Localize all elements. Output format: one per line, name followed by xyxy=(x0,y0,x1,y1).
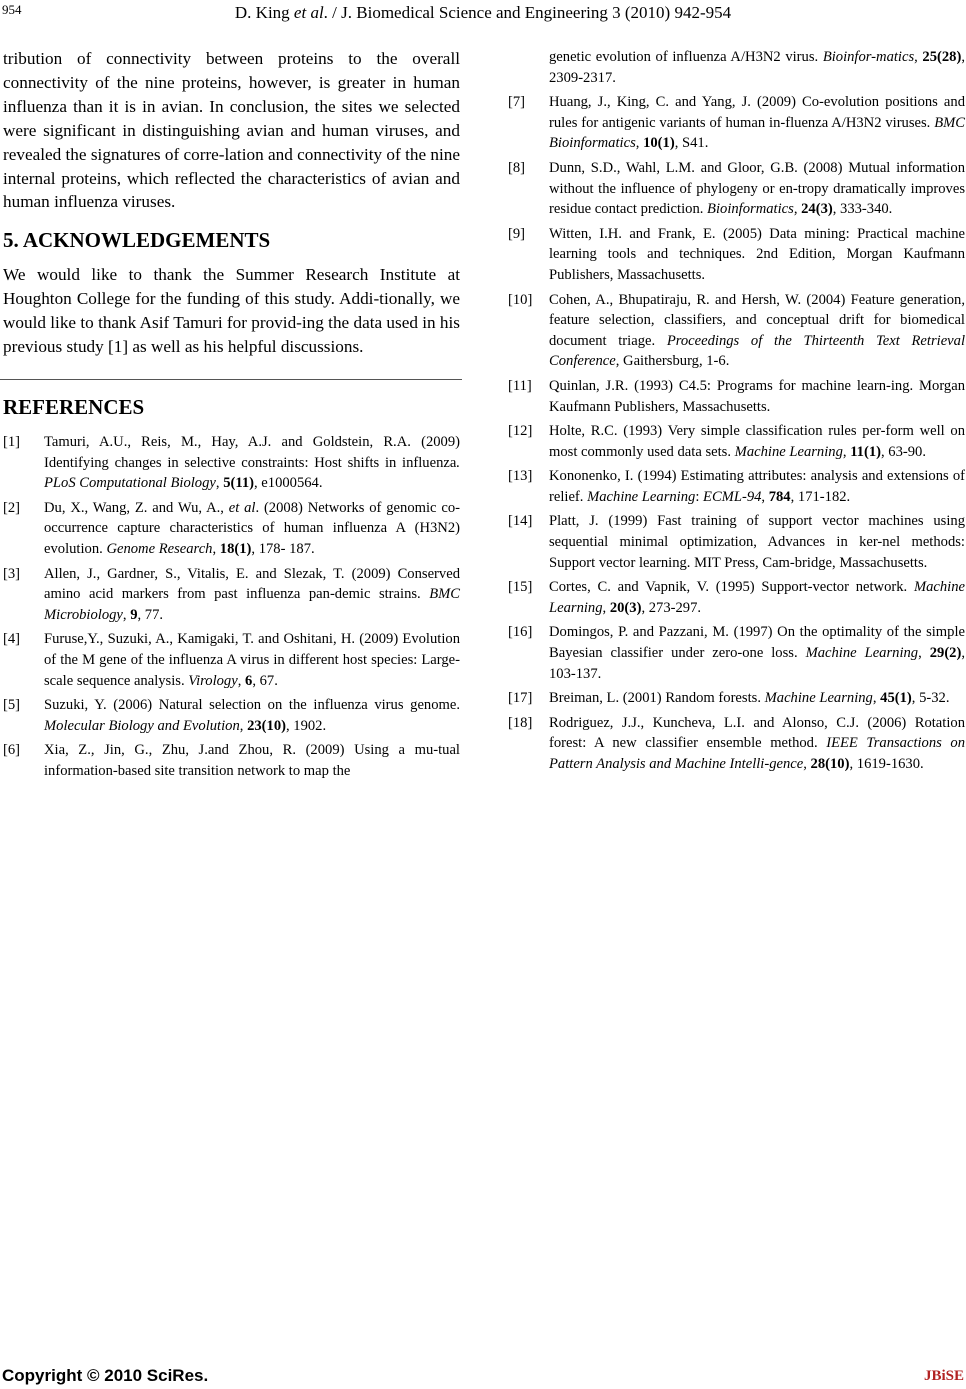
references-heading: REFERENCES xyxy=(3,394,145,419)
reference-number: [6] xyxy=(3,742,21,759)
reference-item xyxy=(508,290,965,372)
reference-text: Platt, J. (1999) Fast training of support vector machines using sequential minimal optimization, Advances in ker-nel methods: Support vector learning. MIT Press, Cam-bridge, Massachusetts. xyxy=(549,513,965,571)
reference-text: Genome Research xyxy=(106,540,213,557)
reference-text: IEEE Transactions on Pattern Analysis and Machine Intelli-gence xyxy=(549,735,965,772)
reference-number: [2] xyxy=(3,499,21,516)
reference-text: , 333-340. xyxy=(832,201,893,218)
reference-number: [1] xyxy=(3,433,21,450)
reference-text: Kononenko, I. (1994) Estimating attributes: analysis and extensions of relief. xyxy=(549,468,965,505)
reference-text: 6 xyxy=(245,672,253,689)
reference-text: Furuse,Y., Suzuki, A., Kamigaki, T. and Oshitani, H. (2009) Evolution of the M gene of the influenza A virus in different host species: Large-scale sequence analysis. xyxy=(44,631,460,689)
running-header xyxy=(0,3,966,23)
section-divider xyxy=(0,379,462,380)
running-title-italic: et al xyxy=(293,3,324,22)
reference-item xyxy=(3,740,460,781)
reference-text: , 1902. xyxy=(285,717,327,734)
reference-list-right xyxy=(508,92,965,774)
reference-number: [5] xyxy=(3,697,21,714)
reference-text: Cortes, C. and Vapnik, V. (1995) Support-vector network. xyxy=(549,579,914,596)
reference-text: Breiman, L. (2001) Random forests. xyxy=(549,690,765,707)
reference-text: 10(1) xyxy=(643,135,675,152)
reference-text: Tamuri, A.U., Reis, M., Hay, A.J. and Goldstein, R.A. (2009) Identifying changes in selective constraints: Host shifts in influenza xyxy=(44,433,460,471)
acknowledgements-heading: 5. ACKNOWLEDGEMENTS xyxy=(3,228,271,253)
reference-text: Bioinformatics xyxy=(707,201,794,218)
reference-text: Witten, I.H. and Frank, E. (2005) Data mining: Practical machine learning tools and techniques. 2nd Edition, Morgan Kaufmann Publishers, Massachusetts. xyxy=(549,225,965,283)
reference-text: Machine Learning xyxy=(734,443,843,460)
reference-number: [9] xyxy=(508,225,526,242)
reference-text: Machine Learning xyxy=(549,579,965,616)
reference-text: Cohen, A., Bhupatiraju, R. and Hersh, W. (2004) Feature generation, feature selection, classifiers, and conceptual drift for biomedical document triage. xyxy=(549,291,965,349)
reference-text: , xyxy=(212,540,220,557)
reference-item xyxy=(508,577,965,618)
reference-item xyxy=(508,224,965,286)
reference-text: , xyxy=(239,717,248,734)
reference-text: , xyxy=(918,645,930,662)
reference-text: Dunn, S.D., Wahl, L.M. and Gloor, G.B. (2008) Mutual information without the influence of phylogeny or en-tropy dramatically improves residue contact prediction. xyxy=(549,159,965,218)
reference-item xyxy=(508,92,965,154)
reference-text: 9 xyxy=(130,606,138,623)
reference-item xyxy=(508,158,965,220)
reference-list-left xyxy=(3,432,460,782)
reference-text: Du, X., Wang, Z. and Wu, A., xyxy=(44,499,229,516)
reference-text: PLoS Computational Biology xyxy=(44,475,216,492)
reference-item xyxy=(508,511,965,573)
reference-text: 25(28) xyxy=(922,49,962,65)
reference-text: , xyxy=(215,475,224,492)
reference-text: , 67. xyxy=(252,672,278,689)
reference-number: [8] xyxy=(508,159,526,176)
journal-abbreviation: JBiSE xyxy=(923,1368,964,1384)
reference-text: , xyxy=(761,488,769,505)
reference-item xyxy=(508,622,965,684)
reference-item xyxy=(508,466,965,507)
reference-text: Domingos, P. and Pazzani, M. (1997) On the optimality of the simple Bayesian classifier under zero-one loss. xyxy=(549,624,965,662)
reference-text: , Gaithersburg, 1-6. xyxy=(615,353,730,370)
reference-text: 45(1) xyxy=(880,690,912,707)
reference-text: , 63-90. xyxy=(881,443,926,460)
reference-number: [11] xyxy=(508,377,532,394)
reference-text: , 103-137. xyxy=(549,645,965,682)
reference-item xyxy=(508,688,965,709)
reference-text: 18(1) xyxy=(219,540,252,557)
reference-text: , xyxy=(872,690,881,707)
reference-text: 5(11) xyxy=(223,475,254,492)
reference-6-continuation xyxy=(508,47,965,88)
running-title-part: D. King xyxy=(234,3,294,22)
reference-number: [15] xyxy=(508,579,533,596)
reference-text: , xyxy=(237,672,246,689)
left-column xyxy=(3,47,460,785)
reference-text: 23(10) xyxy=(247,717,286,734)
reference-text: : xyxy=(695,488,704,505)
reference-number: [14] xyxy=(508,513,533,530)
reference-text: , xyxy=(635,135,644,152)
reference-item xyxy=(3,564,460,626)
reference-number: [7] xyxy=(508,94,526,111)
reference-text: , 5-32. xyxy=(911,690,950,707)
reference-text: , xyxy=(842,443,851,460)
reference-text: , xyxy=(122,606,131,623)
reference-text: Virology xyxy=(188,672,238,689)
reference-text: Proceedings of the Thirteenth Text Retrieval Conference xyxy=(549,332,966,370)
reference-number: [16] xyxy=(508,624,533,641)
reference-item xyxy=(3,432,460,494)
conclusion-paragraph: tribution of connectivity between proteins to the overall connectivity of the nine proteins, however, is greater in human influenza than it is in avian. In conclusion, the sites we selected were significant in distinguishing avian and human viruses, and revealed the signatures of corre-lation and connectivity of the nine internal proteins, which reflected the characteristics of avian and human influenza viruses. xyxy=(3,49,460,212)
reference-text: Machine Learning xyxy=(587,488,696,505)
running-title-part: . / J. Biomedical Science and Engineering 3 (2010) 942-954 xyxy=(323,3,732,22)
reference-text: 28(10) xyxy=(810,756,850,772)
reference-text: Rodriguez, J.J., Kuncheva, L.I. and Alonso, C.J. (2006) Rotation forest: A new classifier ensemble method. xyxy=(549,714,965,752)
reference-text: et al xyxy=(228,499,256,516)
reference-text: . xyxy=(456,454,460,471)
reference-text: ECML-94 xyxy=(703,488,762,505)
reference-text: , 77. xyxy=(137,606,164,623)
reference-text: , S41. xyxy=(674,135,709,152)
reference-text: BMC Bioinformatics xyxy=(549,114,965,152)
reference-text: , xyxy=(914,49,923,65)
reference-text: genetic evolution of influenza A/H3N2 virus. xyxy=(549,49,823,65)
reference-text: Machine Learning xyxy=(764,690,873,707)
reference-item xyxy=(508,376,965,417)
reference-text: Molecular Biology and Evolution xyxy=(44,717,240,734)
reference-item xyxy=(3,695,460,736)
reference-item xyxy=(3,498,460,560)
reference-text: Holte, R.C. (1993) Very simple classification rules per-form well on most commonly used data sets. xyxy=(549,423,965,460)
reference-text: Xia, Z., Jin, G., Zhu, J.and Zhou, R. (2009) Using a mu-tual information-based site transition network to map the xyxy=(44,742,460,779)
reference-number: [13] xyxy=(508,468,533,485)
reference-number: [10] xyxy=(508,291,533,308)
reference-text: 29(2) xyxy=(929,645,962,662)
reference-text: 11(1) xyxy=(850,443,881,460)
reference-text: BMC Microbiology xyxy=(44,586,460,623)
reference-text: Quinlan, J.R. (1993) C4.5: Programs for machine learn-ing. Morgan Kaufmann Publishers, Massachusetts. xyxy=(549,377,965,415)
reference-text: Huang, J., King, C. and Yang, J. (2009) Co-evolution positions and rules for antigenic variants of human in-fluenza A/H3N2 viruses. xyxy=(549,94,965,131)
reference-number: [17] xyxy=(508,690,533,707)
reference-text: , 2309-2317. xyxy=(549,49,965,86)
reference-number: [12] xyxy=(508,423,533,440)
reference-number: [18] xyxy=(508,714,533,731)
reference-text: Suzuki, Y. (2006) Natural selection on the influenza virus genome. xyxy=(44,697,460,714)
reference-text: , e1000564. xyxy=(254,475,323,492)
reference-text: , 178- 187. xyxy=(251,540,315,557)
reference-text: Machine Learning xyxy=(805,645,919,662)
reference-text: 20(3) xyxy=(609,599,642,616)
reference-text: , xyxy=(803,756,811,772)
reference-number: [4] xyxy=(3,631,21,648)
reference-text: , xyxy=(602,599,610,616)
reference-item xyxy=(508,713,965,775)
reference-text: Bioinfor-matics xyxy=(822,49,915,65)
right-column xyxy=(508,47,965,779)
reference-text: , xyxy=(793,201,802,218)
reference-text: Allen, J., Gardner, S., Vitalis, E. and Slezak, T. (2009) Conserved amino acid markers from past influenza pan-demic strains. xyxy=(44,565,460,603)
page-number: 954 xyxy=(2,2,22,17)
reference-text: , 1619-1630. xyxy=(849,756,924,772)
acknowledgements-paragraph: We would like to thank the Summer Research Institute at Houghton College for the funding of this study. Addi-tionally, we would like to thank Asif Tamuri for provid-ing the data used in his previous study [1] as well as his helpful discussions. xyxy=(3,265,460,357)
reference-item xyxy=(3,629,460,691)
reference-text: , 171-182. xyxy=(790,488,851,505)
reference-number: [3] xyxy=(3,565,21,582)
reference-text: 24(3) xyxy=(801,201,833,218)
reference-text: . (2008) Networks of genomic co-occurrence capture characteristics of human influenza A (H3N2) evolution. xyxy=(44,499,460,557)
copyright-notice: Copyright © 2010 SciRes. xyxy=(2,1366,209,1385)
reference-text: , 273-297. xyxy=(641,599,702,616)
reference-text: 784 xyxy=(768,488,791,505)
reference-item xyxy=(508,421,965,462)
